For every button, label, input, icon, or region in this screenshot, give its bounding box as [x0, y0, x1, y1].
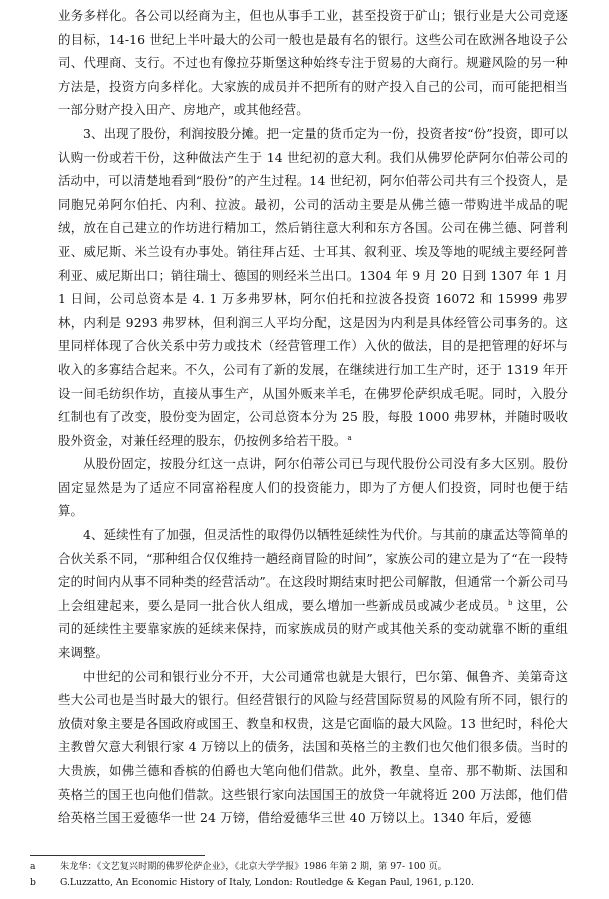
footnote-ref-a[interactable]: a	[347, 433, 352, 442]
footnotes	[30, 859, 590, 891]
footnote-a	[30, 859, 590, 875]
footnote-ref-b[interactable]: b	[507, 598, 513, 607]
paragraph-4-continuation: 这里，公司的延续性主要靠家族的延续来保持，而家族成员的财产或其他关系的变动就靠不断的重组来调整。	[58, 597, 568, 661]
footnote-b-mark: b	[30, 877, 36, 888]
paragraph-1-text: 业务多样化。各公司以经商为主，但也从事手工业，甚至投资于矿山；银行业是大公司竞逐的目标，14-16 世纪上半叶最大的公司一般也是最有名的银行。这些公司在欧洲各地设子公司、代理商、支行。不过也有像拉芬斯堡这种始终专注于贸易的大商行。规避风险的另一种方法是，投资方向多样化。大家族的成员并不把所有的财产投入自己的公司，而可能把相当一部分财产投入田产、房地产，或其他经营。	[58, 8, 568, 118]
footnote-b-text: G.Luzzatto, An Economic History of Italy, London: Routledge & Kegan Paul, 1961, p.120.	[60, 877, 474, 888]
paragraph-5	[58, 665, 568, 830]
paragraph-5-text: 中世纪的公司和银行业分不开，大公司通常也就是大银行，巴尔第、佩鲁齐、美第奇这些大公司也是当时最大的银行。但经营银行的风险与经营国际贸易的风险有所不同，银行的放债对象主要是各国政府或国王、教皇和权贵，这是它面临的最大风险。13 世纪时，科伦大主教曾欠意大利银行家 4 万镑以上的债务，法国和英格兰的主教们也欠他们很多债。当时的大贵族，如佛兰德和香槟的伯爵也大笔向他们借款。此外，教皇、皇帝、那不勒斯、法国和英格兰的国王也向他们借款。这些银行家向法国国王的放贷一年就将近 200 万法郎，他们借给英格兰国王爱德华一世 24 万镑，借给爱德华三世 40 万镑以上。1340 年后，爱德	[58, 668, 568, 826]
footnote-divider	[30, 855, 205, 856]
paragraph-4	[58, 523, 568, 665]
footnote-a-mark: a	[30, 861, 36, 872]
paragraph-1	[58, 4, 568, 122]
paragraph-3	[58, 452, 568, 523]
footnote-b	[30, 875, 590, 891]
footnote-a-text: 朱龙华：《文艺复兴时期的佛罗伦萨企业》，《北京大学学报》1986 年第 2 期，第 97- 100 页。	[60, 861, 447, 872]
paragraph-3-text: 从股份固定，按股分红这一点讲，阿尔伯蒂公司已与现代股份公司没有多大区别。股份固定显然是为了适应不同富裕程度人们的投资能力，即为了方便人们投资，同时也便于结算。	[58, 456, 568, 519]
paragraph-2	[58, 122, 568, 452]
body-text	[58, 4, 568, 830]
paragraph-2-text: 3、出现了股份，利润按股分摊。把一定量的货币定为一份，投资者按“份”投资，即可以认购一份或若干份，这种做法产生于 14 世纪初的意大利。我们从佛罗伦萨阿尔伯蒂公司的活动中，可以清楚地看到“股份”的产生过程。14 世纪初，阿尔伯蒂公司共有三个投资人，是同胞兄弟阿尔伯托、内利、拉波。最初，公司的活动主要是从佛兰德一带购进半成品的呢绒，放在自己建立的作坊进行精加工，然后销往意大利和东方各国。公司在佛兰德、阿普利亚、威尼斯、米兰设有办事处。销往拜占廷、士耳其、叙利亚、埃及等地的呢绒主要经阿普利亚、威尼斯出口；销往瑞士、德国的则经米兰出口。1304 年 9 月 20 日到 1307 年 1 月 1 日间，公司总资本是 4. 1 万多弗罗林，阿尔伯托和拉波各投资 16072 和 15999 弗罗林，内利是 9293 弗罗林，但利润三人平均分配，这是因为内利是具体经管公司事务的。这里同样体现了合伙关系中劳力或技术（经营管理工作）入伙的做法，目的是把管理的好坏与收入的多寡结合起来。不久，公司有了新的发展，在继续进行加工生产时，还于 1319 年开设一间毛纺织作坊，直接从事生产，从国外贩来羊毛，在佛罗伦萨织成毛呢。同时，入股分红制也有了改变，股份变为固定，公司总资本分为 25 股，每股 1000 弗罗林，并随时吸收股外资金，对兼任经理的股东，仍按例多给若干股。	[58, 125, 569, 448]
paragraph-4-text: 4、延续性有了加强，但灵活性的取得仍以牺牲延续性为代价。与其前的康孟达等简单的合伙关系不同，“那种组合仅仅维持一趟经商冒险的时间”，家族公司的建立是为了“在一段特定的时间内从事不同种类的经营活动”。在这段时期结束时把公司解散，但通常一个新公司马上会组建起来，要么是同一批合伙人组成，要么增加一些新成员或减少老成员。	[58, 527, 568, 613]
